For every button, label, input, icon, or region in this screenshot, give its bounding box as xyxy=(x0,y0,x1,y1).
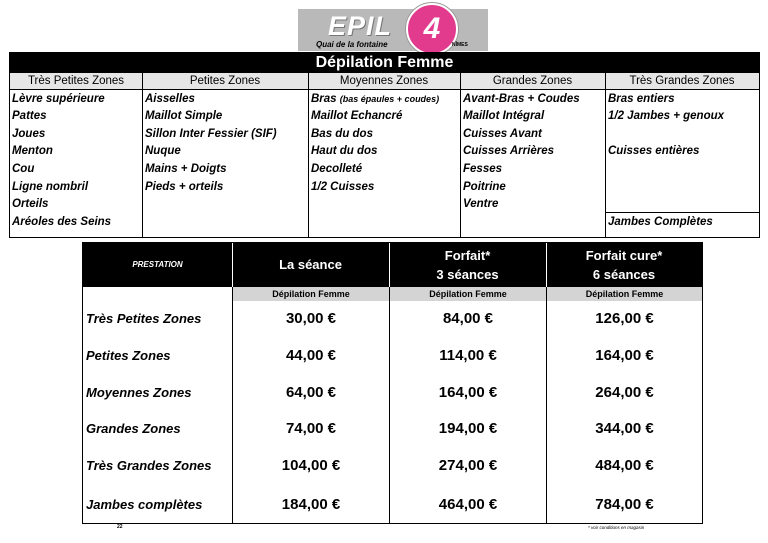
list-item: Ventre xyxy=(463,198,499,210)
logo-city: NÎMES xyxy=(452,42,468,48)
list-item: Orteils xyxy=(12,198,49,210)
header-forfait-line2: 3 séances xyxy=(436,267,499,282)
list-item: Cou xyxy=(12,163,35,175)
list-item: Haut du dos xyxy=(311,145,378,157)
subheader-seance: Dépilation Femme xyxy=(233,287,389,301)
price-seance: 64,00 € xyxy=(285,384,337,401)
zone-header-tres-grandes: Très Grandes Zones xyxy=(605,73,759,90)
row-label: Jambes complètes xyxy=(86,497,203,512)
header-divider xyxy=(546,243,547,287)
price-cure: 344,00 € xyxy=(595,420,654,437)
list-item: Bras entiers xyxy=(608,93,675,105)
zones-table-title: Dépilation Femme xyxy=(10,53,759,73)
price-cure: 264,00 € xyxy=(595,384,654,401)
list-item: Pieds + orteils xyxy=(145,181,224,193)
price-seance: 104,00 € xyxy=(281,457,341,474)
zones-table xyxy=(9,52,760,238)
list-item: Ligne nombril xyxy=(12,181,89,193)
footnote: * voir conditions en magasin xyxy=(588,525,645,530)
list-item: Jambes Complètes xyxy=(608,216,713,228)
zone-column-moyennes xyxy=(309,90,460,237)
row-label: Grandes Zones xyxy=(86,421,181,436)
list-item xyxy=(311,93,439,105)
list-item: Mains + Doigts xyxy=(145,163,227,175)
price-cure: 784,00 € xyxy=(595,496,654,513)
brand-logo xyxy=(298,9,488,51)
list-item: 1/2 Cuisses xyxy=(311,181,375,193)
price-forfait: 114,00 € xyxy=(439,347,497,364)
list-item: Cuisses Arrières xyxy=(463,145,554,157)
logo-word: EPIL xyxy=(328,11,393,41)
row-label: Très Petites Zones xyxy=(86,311,202,326)
header-prestation xyxy=(83,243,232,287)
list-item: Joues xyxy=(12,128,46,140)
list-item: Lèvre supérieure xyxy=(12,93,105,105)
zone-column-tres-petites xyxy=(10,90,142,237)
zone-header-petites: Petites Zones xyxy=(142,73,308,90)
zone-column-tres-grandes xyxy=(606,90,759,237)
price-seance: 44,00 € xyxy=(285,347,337,364)
list-item: Decolleté xyxy=(311,163,363,175)
price-forfait: 84,00 € xyxy=(442,310,494,327)
zone-header-tres-petites: Très Petites Zones xyxy=(10,73,142,90)
zone-column-petites xyxy=(143,90,308,237)
logo-subtitle: Quai de la fontaine xyxy=(316,40,388,49)
subheader-forfait: Dépilation Femme xyxy=(390,287,546,301)
price-cure: 126,00 € xyxy=(595,310,654,327)
list-item: Pattes xyxy=(12,110,47,122)
price-cure: 164,00 € xyxy=(595,347,654,364)
list-item: Maillot Intégral xyxy=(463,110,545,122)
price-cure: 484,00 € xyxy=(595,457,654,474)
price-forfait: 164,00 € xyxy=(438,384,498,401)
price-seance: 74,00 € xyxy=(285,420,337,437)
row-label: Très Grandes Zones xyxy=(86,458,212,473)
list-item: Maillot Echancré xyxy=(311,110,403,122)
page-number: 22 xyxy=(117,524,123,530)
list-item: Poitrine xyxy=(463,181,506,193)
header-seance xyxy=(232,243,389,287)
header-prestation-label: PRESTATION xyxy=(132,260,183,269)
price-table xyxy=(82,242,703,524)
subheader-cure: Dépilation Femme xyxy=(547,287,702,301)
row-divider xyxy=(605,212,759,213)
list-item: Menton xyxy=(12,145,53,157)
row-label: Moyennes Zones xyxy=(86,385,192,400)
list-item-note: (bas épaules + coudes) xyxy=(339,94,440,104)
list-item-label: Bras xyxy=(311,93,337,105)
list-item: Fesses xyxy=(463,163,503,175)
list-item: Cuisses Avant xyxy=(463,128,542,140)
price-seance: 30,00 € xyxy=(285,310,337,327)
zone-header-moyennes: Moyennes Zones xyxy=(308,73,460,90)
header-cure xyxy=(546,243,702,287)
list-item: Aisselles xyxy=(145,93,195,105)
header-forfait xyxy=(389,243,546,287)
list-item: Cuisses entières xyxy=(608,145,700,157)
list-item: Sillon Inter Fessier (SIF) xyxy=(145,128,277,140)
logo-number-badge: 4 xyxy=(406,3,458,55)
header-divider xyxy=(389,243,390,287)
price-forfait: 464,00 € xyxy=(438,496,498,513)
list-item: Nuque xyxy=(145,145,181,157)
list-item: 1/2 Jambes + genoux xyxy=(608,110,725,122)
header-cure-line2: 6 séances xyxy=(592,267,656,282)
header-divider xyxy=(232,243,233,287)
header-seance-label: La séance xyxy=(279,257,342,272)
list-item: Maillot Simple xyxy=(145,110,223,122)
list-item: Aréoles des Seins xyxy=(12,216,112,228)
row-label: Petites Zones xyxy=(86,348,171,363)
price-seance: 184,00 € xyxy=(281,496,341,513)
list-item: Avant-Bras + Coudes xyxy=(463,93,580,105)
list-item: Bas du dos xyxy=(311,128,373,140)
price-forfait: 274,00 € xyxy=(438,457,498,474)
header-cure-line1: Forfait cure* xyxy=(585,248,663,263)
zone-header-grandes: Grandes Zones xyxy=(460,73,605,90)
price-forfait: 194,00 € xyxy=(438,420,498,437)
header-forfait-line1: Forfait* xyxy=(444,248,491,263)
zone-column-grandes xyxy=(461,90,605,237)
